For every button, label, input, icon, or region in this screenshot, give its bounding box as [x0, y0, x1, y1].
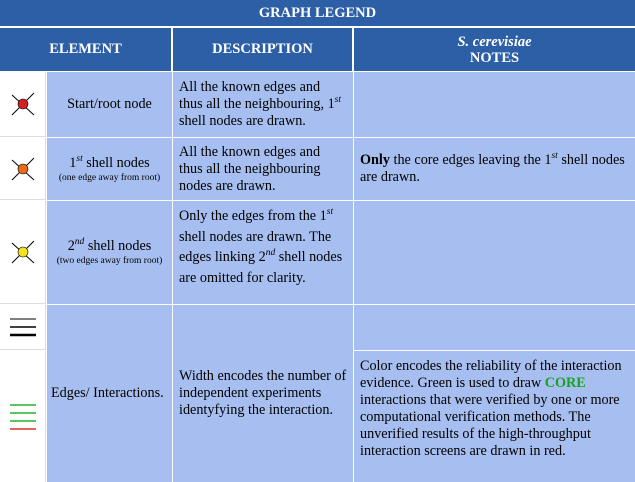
- start-node-description: [173, 72, 353, 137]
- second-shell-sup: nd: [74, 237, 85, 247]
- edges-element: Edges/ Interactions.: [47, 305, 172, 482]
- red-node-icon: [3, 84, 43, 124]
- column-header-element: ELEMENT: [0, 28, 172, 71]
- first-shell-sup: st: [76, 153, 83, 164]
- start-node-desc-part1: All the known edges and thus all the neighbouring,: [179, 79, 325, 112]
- first-shell-notes-part1: the core edges leaving the 1: [389, 152, 552, 168]
- start-node-notes: [354, 72, 635, 137]
- first-shell-num: 1: [69, 154, 77, 171]
- first-shell-notes: [354, 138, 635, 200]
- black-edges-icon-cell: [0, 305, 46, 350]
- first-shell-description: All the known edges and thus all the neighbouring nodes are drawn.: [173, 138, 353, 200]
- first-shell-note: (one edge away from root): [58, 172, 161, 183]
- second-shell-desc-part2: shell nodes are drawn. The edges linking 2: [179, 228, 332, 265]
- second-shell-num: 2: [67, 238, 75, 254]
- start-node-icon-cell: [0, 72, 46, 137]
- second-shell-desc-sup1: st: [326, 207, 334, 217]
- first-shell-element: [47, 138, 172, 200]
- first-shell-notes-part2: shell nodes are drawn.: [360, 152, 625, 185]
- legend-title: GRAPH LEGEND: [0, 0, 635, 27]
- second-shell-notes: [354, 201, 635, 304]
- second-shell-desc-sup2: nd: [265, 248, 276, 258]
- second-shell-note: (two edges away from root): [56, 256, 163, 266]
- edges-notes-part1: Color encodes the reliability of the interaction evidence. Green is used to draw: [360, 358, 622, 391]
- colored-edges-icon: [8, 400, 38, 434]
- edges-notes-top: [354, 305, 635, 350]
- start-node-desc-num: 1: [327, 96, 335, 112]
- edges-notes: [354, 351, 635, 482]
- notes-species: S. cerevisiae: [457, 33, 532, 50]
- second-shell-desc-part1: Only the edges from the 1: [179, 208, 327, 224]
- start-node-element: [47, 72, 172, 137]
- second-shell-label: shell nodes: [84, 238, 152, 254]
- column-header-description: DESCRIPTION: [173, 28, 353, 71]
- first-shell-notes-sup: st: [551, 151, 558, 161]
- edges-description: Width encodes the number of independent experiments identyfying the interaction.: [173, 305, 353, 482]
- start-node-desc-part2: shell nodes are drawn.: [179, 113, 306, 129]
- orange-node-icon: [3, 149, 43, 189]
- black-edges-icon: [8, 312, 38, 342]
- edges-notes-part2: interactions that were verified by one or more computational verification methods. The unverified results of the high-throughput interaction screens are drawn in red.: [360, 392, 620, 459]
- colored-edges-icon-cell: [0, 351, 46, 482]
- first-shell-label: shell nodes: [82, 154, 150, 171]
- second-shell-icon-cell: [0, 201, 46, 304]
- second-shell-description: [173, 201, 353, 304]
- start-node-label: Start/root node: [67, 96, 152, 112]
- core-label: CORE: [544, 375, 586, 391]
- yellow-node-icon: [3, 232, 43, 272]
- column-header-notes: [354, 28, 635, 71]
- notes-label: NOTES: [469, 49, 520, 66]
- start-node-desc-sup: st: [334, 95, 341, 105]
- second-shell-element: [47, 201, 172, 304]
- first-shell-icon-cell: [0, 138, 46, 200]
- first-shell-notes-only: Only: [360, 152, 390, 168]
- second-shell-desc-part3: shell nodes are omitted for clarity.: [179, 249, 343, 286]
